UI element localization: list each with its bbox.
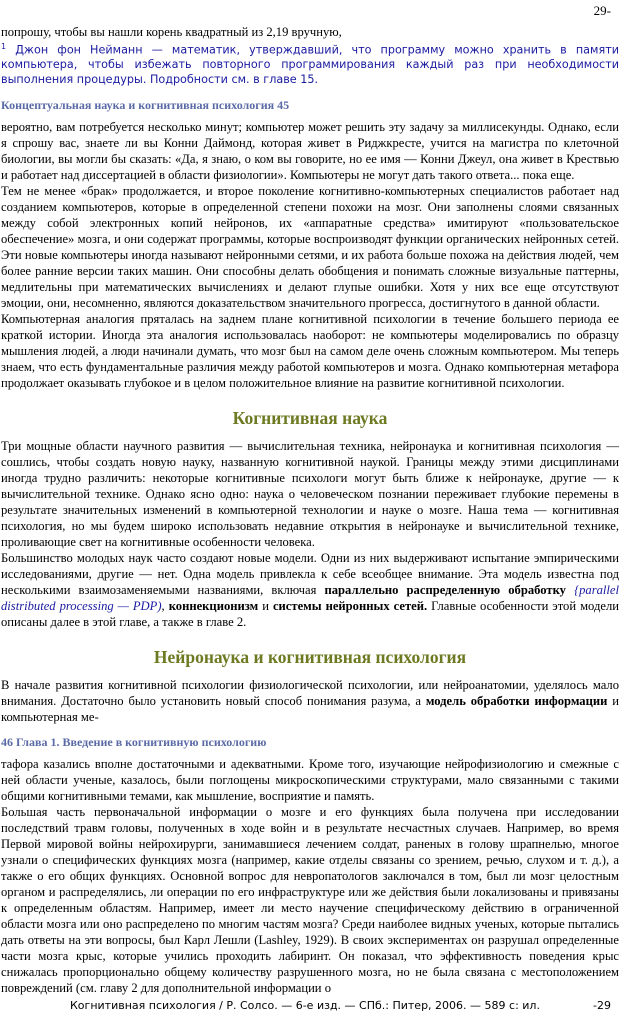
text-run: и компьютерная ме- [1,693,619,724]
paragraph: Большая часть первоначальной информации о мозге и его функциях была получена при исследовании последствий травм головы, полученных в ходе войн и в результате несчастных случаев. Например, во время Первой мировой войны нейрохирурги, занимавшиеся лечением солдат, раненых в голову шрапнелью, многое узнали о специфических функциях мозга (например, какие отделы связаны со зрением, речью, слухом и т. д.), а также о его общих функциях. Основной вопрос для невропатологов заключался в том, был ли мозг целостным органом и распределялись, ли операции по его инфраструктуре или же действия были локализованы и привязаны к определенным областям. Например, имеет ли место научение специфическому действию в ограниченной области мозга или оно распределено по многим частям мозга? Среди наиболее видных ученых, которые пытались дать ответы на эти вопросы, был Карл Лешли (Lashley, 1929). В своих экспериментах он разрушал определенные части мозга крыс, которые учились проходить лабиринт. Он показал, что эффективность поведения крыс снижалась пропорционально общему количеству разрушенного мозга, но не была связана с местоположением повреждений (см. главу 2 для дополнительной информации о [1,804,619,995]
paragraph: Тем не менее «брак» продолжается, и второе поколение когнитивно-компьютерных специалистов работает над созданием компьютеров, которые в определенной степени похожи на мозг. Они заполнены слоями связанных между собой электронных копий нейронов, их «аппаратные средства» имитируют «пользовательское обеспечение» мозга, и они содержат программы, которые воспроизводят функции органических нейронных сетей. Эти новые компьютеры иногда называют нейронными сетями, и их работа больше похожа на действия людей, чем более ранние версии таких машин. Они способны делать обобщения и понимать сложные визуальные паттерны, медлительны при математических вычислениях и делают глупые ошибки. Хотя у них все еще отсутствуют эмоции, они, несомненно, являются доказательством значительного прогресса, достигнутого в данной области. [1,183,619,310]
bold-term: системы нейронных сетей. [272,598,428,613]
text-run: , [161,598,169,613]
first-line: попрошу, чтобы вы нашли корень квадратный из 2,19 вручную, [1,25,342,39]
text-run [566,583,574,597]
paragraph-pdp [1,550,619,630]
section-heading-cognitive-science: Когнитивная наука [232,407,388,428]
paragraph: Три мощные области научного развития — вычислительная техника, нейронаука и когнитивная психология — сошлись, чтобы создать новую науку, названную когнитивной наукой. Границы между этими дисциплинами иногда трудно различить: некоторые когнитивные психологи могут быть ближе к нейронауке, другие — к вычислительной технике. Однако ясно одно: наука о человеческом познании переживает глубокие перемены в результате значительных изменений в компьютерной технологии и науке о мозге. Наша тема — когнитивная психология, но мы будем широко использовать недавние открытия в нейронауке и вычислительной технике, проливающие свет на когнитивные особенности человека. [1,438,619,549]
page-number-bottom: -29 [593,999,611,1012]
paragraph: тафора казались вполне достаточными и адекватными. Кроме того, изучающие нейрофизиологию и смежные с ней области ученые, казалось, были поглощены микроскопическими структурами, мало связанными с такими общими когнитивными темами, как мышление, восприятие и память. [1,756,619,803]
footer-citation: Когнитивная психология / Р. Солсо. — 6-е изд. — СПб.: Питер, 2006. — 589 с: ил. [70,999,540,1012]
footnote-text: Джон фон Нейманн — математик, утверждавший, что программу можно хранить в памяти компьютера, чтобы избежать повторного программирования каждый раз при необходимости выполнения процедуры. Подробности см. в главе 15. [1,43,619,86]
italic-term: {parallel distributed processing — PDP) [1,582,619,613]
paragraph: Компьютерная аналогия пряталась на заднем плане когнитивной психологии в течение большего периода ее краткой истории. Иногда эта аналогия использовалась наоборот: не компьютеры моделировались по образцу мышления людей, а люди начинали думать, что мозг был на самом деле очень сложным компьютером. Мы теперь знаем, что есть фундаментальные различия между работой компьютеров и мозга. Однако компьютерная метафора продолжает оказывать глубокое и в целом положительное влияние на развитие когнитивной психологии. [1,311,619,390]
paragraph: вероятно, вам потребуется несколько минут; компьютер может решить эту задачу за миллисекунды. Однако, если я спрошу вас, знаете ли вы Конни Даймонд, которая живет в Риджкресте, учится на магистра по клеточной биологии, вы могли бы сказать: «Да, я знаю, о ком вы говорите, но ее имя — Конни Джеул, она живет в Крествью и работает над диссертацией в области физиологии». Компьютеры не могут дать такого ответа... пока еще. [1,119,619,182]
text-run: Большинство молодых наук часто создают новые модели. Одни из них выдерживают испытание эмпирическими исследованиями, другие — нет. Одна модель привлекла к себе всеобщее внимание. Эта модель известна под несколькими взаимозаменяемыми названиями, включая [1,550,619,597]
running-head-chapter: 46 Глава 1. Введение в когнитивную психологию [1,734,267,749]
paragraph [1,677,619,725]
bold-term: модель обработки информации [425,693,608,708]
text-run: В начале развития когнитивной психологии физиологической психологии, или нейроанатомии, уделялось мало внимания. Достаточно было установить новый способ понимания разума, а [1,677,619,708]
footnote [1,40,619,88]
footnote-marker: 1 [1,42,7,51]
bold-term: коннекционизм [168,598,259,613]
running-head-section: Концептуальная наука и когнитивная психология 45 [1,97,290,112]
text-run: и [258,598,273,613]
page-number-top: 29- [593,3,611,18]
page-content [1,24,619,996]
text-run: Главные особенности этой модели описаны далее в этой главе, а также в главе 2. [1,598,619,629]
bold-term: параллельно распределенную обработку [324,582,566,597]
section-heading-neuroscience: Нейронаука и когнитивная психология [153,646,467,667]
